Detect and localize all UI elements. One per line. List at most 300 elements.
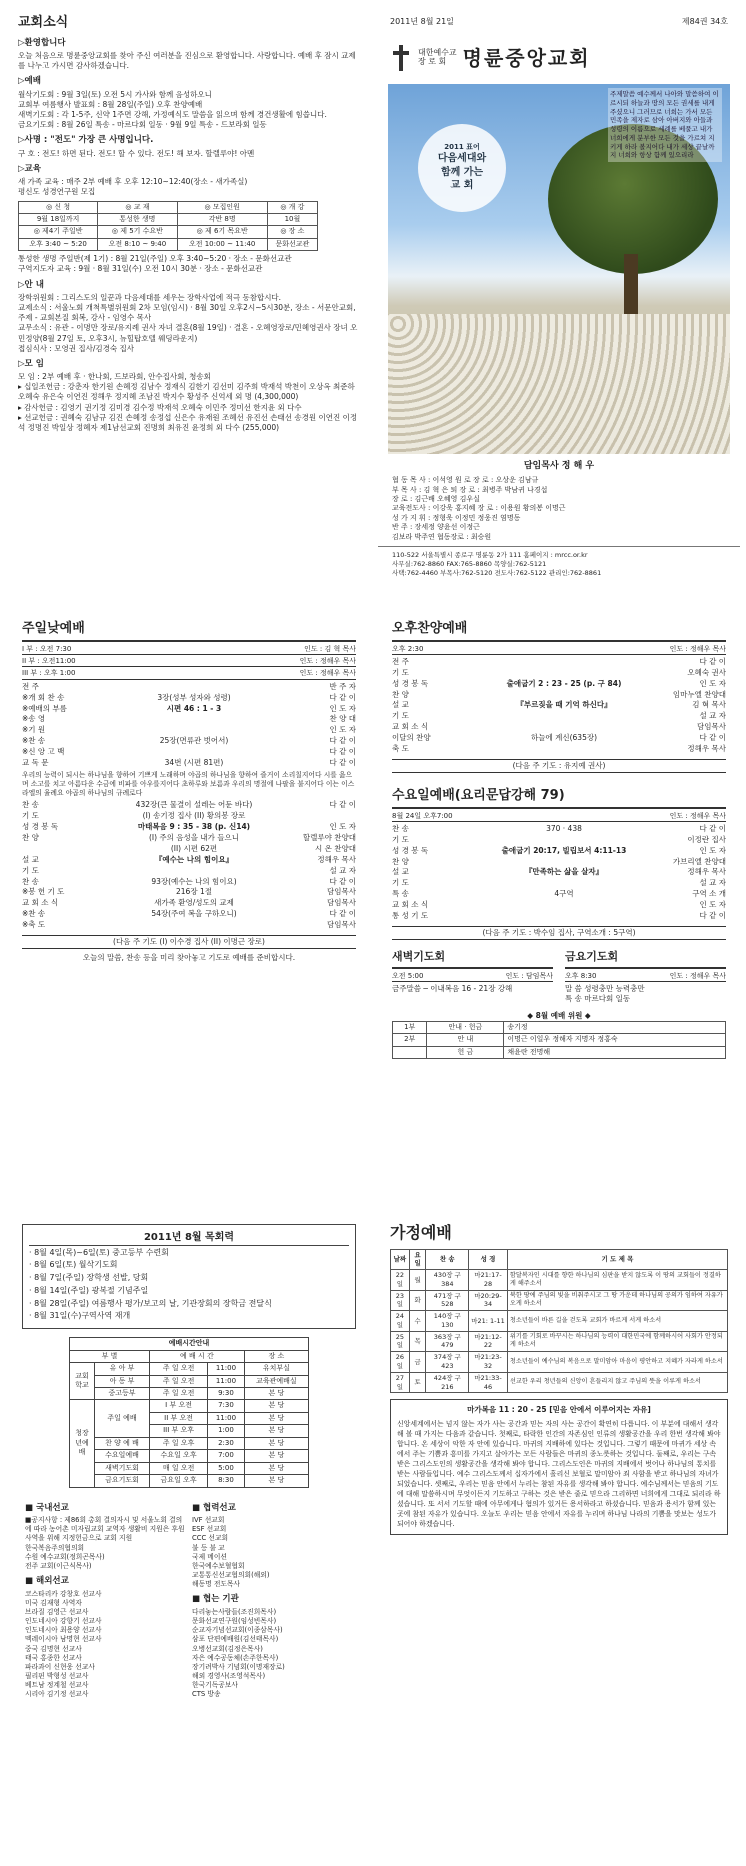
order-item: ※신 앙 고 백 (22, 747, 65, 757)
order-person: 담임목사 (327, 920, 356, 929)
order-of-worship-2 (22, 800, 356, 931)
essay-heading: 마가복음 11 : 20 - 25 [믿음 안에서 이루어지는 자유] (467, 1405, 651, 1415)
table-cell: 24일 (391, 1311, 410, 1332)
service-time: 8월 24일 오후7:00 (392, 811, 453, 820)
news-title: 교회소식 (18, 15, 69, 30)
mission-item: IVF 선교회 (192, 1516, 225, 1524)
table-cell: 27일 (391, 1372, 410, 1393)
order-person: 정해우 목사 (317, 854, 356, 864)
order-of-worship (22, 682, 356, 769)
education-line: 평신도 성경연구원 모집 (18, 187, 96, 197)
order-person: 정해우 목사 (687, 743, 726, 753)
table-cell: 11:00 (208, 1363, 245, 1375)
order-detail: 출애굽기 2 : 23 - 25 (p. 구 84) (506, 678, 622, 688)
family-worship-panel (378, 1210, 740, 1860)
table-cell: 주 일 오전 (150, 1363, 208, 1375)
education-heading: ▷교육 (18, 163, 41, 174)
table-cell: 본 당 (244, 1475, 308, 1487)
afternoon-service-panel (378, 606, 740, 1196)
order-person: 다 같 이 (329, 692, 356, 702)
order-row (392, 700, 726, 711)
table-row (70, 1375, 309, 1387)
table-row (70, 1462, 309, 1474)
order-item: 성 경 봉 독 (22, 822, 59, 832)
service-time-row (392, 972, 553, 982)
order-item: 축 도 (392, 743, 409, 753)
order-item: 기 도 (22, 865, 39, 875)
service-time-row (392, 645, 726, 655)
service-leader: 인도 : 정해우 목사 (669, 971, 726, 980)
table-cell: 안 내 (427, 1034, 504, 1046)
table-cell: 통성한 생명 (98, 213, 177, 225)
order-row (22, 758, 356, 769)
order-row (392, 668, 726, 679)
table-cell: ◎ 모집인원 (177, 201, 267, 213)
column-header: 장 소 (244, 1350, 308, 1362)
order-item: ※축 도 (22, 920, 46, 929)
devotional-essay (390, 1399, 728, 1535)
order-item: 찬 양 (392, 856, 409, 866)
calendar-title: 2011년 8월 목회력 (29, 1231, 349, 1246)
order-person: 담임목사 (697, 722, 726, 732)
order-person: 할렐루야 찬양대 (302, 833, 356, 842)
column-header: 부 별 (70, 1350, 150, 1362)
table-cell: 430장 구 384 (426, 1270, 469, 1291)
order-detail (86, 866, 302, 877)
column-header: 찬 송 (426, 1249, 469, 1270)
offering-line: ▸ 십일조헌금 : 강춘자 한기원 손혜정 김남수 정재식 김한기 김선미 김주희 박재석 박천이 오상옥 최준하 오혜숙 유은숙 이연진 정해우 정지혜 조남진 박지수 황성주 신억세 외 명 (4,300,000) (18, 382, 355, 402)
sermon-title: 『부르짖을 때 기억 하신다』 (516, 700, 612, 710)
order-item (22, 844, 86, 855)
foreign-mission-heading: ■ 해외선교 (25, 1576, 69, 1587)
responsive-reading: 우리의 능력이 되시는 하나님을 향하여 기쁘게 노래하며 야곱의 하나님을 향하여 즐거이 소리칠지어다 시를 읊으며 소고를 치고 아름다운 수금에 비파를 아우를지어다 초하루와 보름과 우리의 명절에 나팔을 불지어다 이는 이스라엘의 율례요 야곱의 하나님의 규례로다 (22, 770, 355, 798)
order-row (22, 855, 356, 866)
table-row (391, 1311, 728, 1332)
friday-prayer-line: 말 씀 성령충만 능력충만 (565, 984, 645, 994)
order-item: 찬 송 (392, 823, 409, 833)
order-detail (456, 835, 672, 846)
table-cell: 오후 3:40 ~ 5:20 (19, 238, 98, 250)
column-header: 날짜 (391, 1249, 410, 1270)
table-cell: 25일 (391, 1331, 410, 1352)
notice-line: 접심식사 : 모영권 집사/김경숙 집사 (18, 343, 135, 353)
denomination (418, 49, 457, 67)
mission-item: 문화선교연구원(임성빈목사) (192, 1617, 277, 1626)
order-row (22, 898, 356, 909)
table-cell: 9월 18일까지 (19, 213, 98, 225)
order-row (392, 911, 726, 922)
service-time: II 부 : 오전11:00 (22, 656, 76, 665)
order-detail: (II) 시편 62편 (170, 843, 218, 853)
order-item: 성 경 봉 독 (392, 678, 429, 688)
denomination-line: 대한예수교 (418, 48, 457, 58)
order-detail: 34번 (시편 81편) (164, 757, 224, 767)
notice-line: 교무소식 : 유관 - 이명만 장로/유지례 권사 자녀 결혼(8월 19일) · 결혼 - 오혜영장로/민혜영권사 장녀 오민정양(8월 27일 토, 오후3시, 뉴힐탑호텔 웨딩라운지) (18, 323, 358, 343)
order-row (22, 682, 356, 693)
table-cell: I 부 오전 (150, 1400, 208, 1412)
senior-pastor: 담임목사 정 해 우 (523, 461, 595, 471)
denomination-line: 장 로 회 (418, 57, 447, 66)
motto-line: 함께 가는 (440, 166, 484, 178)
order-row (22, 822, 356, 833)
mission-item: 해동명 전도목사 (192, 1580, 241, 1589)
church-news-panel (8, 6, 370, 596)
table-cell: 1:00 (208, 1425, 245, 1437)
table-row (70, 1437, 309, 1449)
prayer-meetings (392, 950, 726, 1005)
service-time-row (22, 657, 356, 667)
order-detail (86, 747, 302, 758)
dawn-prayer-text: 금주말씀 ─ 이내복음 16 - 21장 강해 (392, 984, 513, 994)
mission-item: 파라과이 신현웅 선교사 (25, 1662, 95, 1671)
table-cell: 마21:33-46 (469, 1372, 508, 1393)
order-row (392, 835, 726, 846)
order-item: 기 도 (392, 711, 409, 721)
order-row (22, 844, 356, 855)
bulletin-date: 2011년 8월 21일 (390, 16, 454, 26)
table-cell: 7:30 (208, 1400, 245, 1412)
tree-trunk (624, 254, 638, 314)
duty-table (392, 1021, 726, 1059)
mission-item: 필리핀 박형성 선교사 (25, 1672, 89, 1681)
table-cell: 문화선교관 (267, 238, 317, 250)
notice-heading: ▷안 내 (18, 279, 44, 290)
order-row (392, 679, 726, 690)
table-cell: 본 당 (244, 1412, 308, 1424)
order-item: 기 도 (392, 878, 409, 888)
order-row (22, 909, 356, 920)
order-item: 이달의 찬양 (392, 733, 431, 743)
order-detail (456, 878, 672, 889)
order-item: 성 경 봉 독 (392, 845, 429, 855)
next-week-prayer: (다음 주 기도 : 유지예 권사) (392, 759, 726, 773)
table-row (70, 1450, 309, 1462)
table-cell: 본 당 (244, 1437, 308, 1449)
table-cell: 주 일 오전 (150, 1388, 208, 1400)
table-cell (393, 1046, 427, 1058)
staff-list (378, 460, 740, 542)
order-person: 다 같 이 (699, 823, 726, 833)
order-detail (456, 722, 672, 733)
order-row (392, 657, 726, 668)
order-item: 기 도 (392, 667, 409, 677)
bulletin-cover (378, 6, 740, 596)
table-cell: 금요기도회 (95, 1475, 150, 1487)
table-cell: 청소년들이 예수님의 복음으로 말미암아 마음이 평안하고 지혜가 자라게 하소서 (507, 1352, 727, 1373)
table-cell: 화 (409, 1290, 426, 1311)
table-cell: 교회학교 (70, 1363, 95, 1400)
order-detail: 216장 1절 (176, 887, 212, 897)
service-times-table (69, 1337, 309, 1487)
order-item: ※기 원 (22, 725, 46, 735)
motto-line: 다음세대와 (437, 153, 487, 165)
table-cell: 위기를 기회로 바꾸시는 하나님의 능력이 대한민국에 함께하시어 사회가 안정되게 하소서 (507, 1331, 727, 1352)
order-item: ※봉 헌 기 도 (22, 887, 65, 897)
order-detail: (I) 주의 음성을 내가 들으니 (148, 833, 240, 842)
motto-emblem (418, 124, 506, 212)
order-item: 교 독 문 (22, 757, 49, 767)
mission-item: 해외 경영사(조영석목사) (192, 1672, 266, 1681)
order-item: 교 회 소 식 (392, 722, 429, 732)
order-detail: 3장(성부 성자와 성령) (157, 692, 231, 702)
family-worship-title: 가정예배 (390, 1223, 452, 1242)
preparation-note: 오늘의 말씀, 찬송 등을 미리 찾아놓고 기도로 예배를 준비합시다. (82, 953, 296, 962)
order-row (392, 733, 726, 744)
service-time: 오후 8:30 (565, 971, 597, 980)
staff-line: 반 주 : 장세정 양윤선 이정근 (392, 523, 480, 532)
worship-line: 교회부 여름행사 발표회 : 8월 28일(주일) 오후 찬양예배 (18, 99, 203, 109)
order-row (22, 693, 356, 704)
order-item: 교 회 소 식 (392, 900, 429, 910)
pastoral-calendar (22, 1224, 356, 1329)
worship-line: 월삭기도회 : 9월 3일(토) 오전 5시 가사와 함께 음성하오니 (18, 89, 212, 99)
welcome-heading: ▷환영합니다 (18, 37, 66, 48)
notice-line: 장학위원회 : 그리스도의 일꾼과 다음세대를 세우는 장학사업에 적극 동참합시다. (18, 293, 282, 303)
table-cell: ◎ 제4기 주일반 (19, 226, 98, 238)
dawn-prayer-block (392, 950, 553, 1005)
table-cell: ◎ 제 5기 수요반 (98, 226, 177, 238)
order-row (22, 833, 356, 844)
calendar-item: · 8월 4일(목)~6일(토) 중고등부 수련회 (29, 1247, 169, 1257)
table-cell: 23일 (391, 1290, 410, 1311)
order-item: 기 도 (392, 834, 409, 844)
order-person: 구역 소 개 (692, 889, 726, 899)
bulletin-issue: 제84권 34호 (681, 16, 728, 26)
order-row (392, 867, 726, 878)
order-row (22, 736, 356, 747)
table-cell: 424장 구 216 (426, 1372, 469, 1393)
wednesday-service-title: 수요일예배(요리문답강해 79) (392, 787, 726, 809)
order-row (392, 900, 726, 911)
table-cell: 본 당 (244, 1425, 308, 1437)
cooperative-mission (189, 1498, 356, 1700)
order-detail (456, 744, 672, 755)
order-person: 다 같 이 (699, 656, 726, 666)
order-row (22, 747, 356, 758)
table-cell: ◎ 개 강 (267, 201, 317, 213)
order-detail: 93장(예수는 나의 힘이요) (151, 876, 237, 886)
order-row (392, 846, 726, 857)
column-header: 요일 (409, 1249, 426, 1270)
table-cell: 청장년예배 (70, 1400, 95, 1487)
church-address (378, 546, 740, 581)
mission-item: 자은 예수공동체(손주한목사) (192, 1653, 279, 1662)
order-row (22, 800, 356, 811)
table-cell: 목 (409, 1331, 426, 1352)
table-cell: 7:00 (208, 1450, 245, 1462)
table-cell: 본 당 (244, 1462, 308, 1474)
table-cell: 헌 금 (427, 1046, 504, 1058)
order-detail (86, 725, 302, 736)
order-person (302, 811, 356, 822)
service-time: I 부 : 오전 7:30 (22, 644, 72, 653)
table-cell: 찬 양 예 배 (95, 1437, 150, 1449)
mission-item: 교통통신선교협의회(해외) (192, 1571, 270, 1580)
worship-line: 새벽기도회 : 각 1-5주, 신약 1주면 강해, 가정예식도 말씀을 읽으며 함께 경건생활에 힘씁니다. (18, 109, 327, 119)
next-week-prayer: (다음 주 기도 : 박수임 집사, 구역소개 : 5구역) (392, 926, 726, 940)
table-cell: 본 당 (244, 1450, 308, 1462)
table-cell: 363장 구 479 (426, 1331, 469, 1352)
staff-line: 부 목 사 : 김 혁 은 퇴 장 로 : 최병주 박남귀 나경섭 (392, 485, 548, 494)
order-detail: 25장(면류관 벗어서) (159, 736, 229, 746)
table-cell: 매 일 오전 (150, 1462, 208, 1474)
order-person: 설 교 자 (699, 878, 726, 888)
table-cell: 22일 (391, 1270, 410, 1291)
order-item: ※송 영 (22, 714, 46, 724)
table-cell: 471장 구 528 (426, 1290, 469, 1311)
order-row (392, 690, 726, 701)
order-item: 찬 송 (22, 800, 39, 810)
service-time-row (392, 812, 726, 822)
order-item: ※개 회 찬 송 (22, 692, 65, 702)
order-detail (86, 920, 302, 931)
bible-study-table (18, 201, 318, 252)
order-row (22, 811, 356, 822)
sheep-flock-image (388, 314, 730, 454)
order-person: 임마누엘 찬양대 (672, 689, 726, 699)
table-cell: ◎ 제 6기 목요반 (177, 226, 267, 238)
motto-year: 2011 표어 (444, 143, 480, 152)
order-item: 통 성 기 도 (392, 910, 429, 920)
sermon-title: 『예수는 나의 힘이요』 (154, 854, 234, 864)
order-row (22, 920, 356, 931)
table-cell: III 부 오후 (150, 1425, 208, 1437)
order-detail (456, 657, 672, 668)
table-cell: 오전 8:10 ~ 9:40 (98, 238, 177, 250)
order-row (392, 857, 726, 868)
table-cell: 8:30 (208, 1475, 245, 1487)
table-cell: II 부 오전 (150, 1412, 208, 1424)
order-person: 다 같 이 (699, 733, 726, 743)
service-time-row (565, 972, 726, 982)
worship-heading: ▷예배 (18, 76, 41, 87)
offering-line: ▸ 감사헌금 : 김영기 권기정 김미경 김수정 박재석 오혜숙 이민주 정미선 한지윤 외 다수 (18, 402, 302, 412)
order-detail: (I) 송기정 집사 (II) 황의봉 장로 (142, 811, 246, 821)
table-cell: 마21:17-28 (469, 1270, 508, 1291)
domestic-mission (22, 1498, 189, 1700)
table-cell: 함달복자인 시대를 향한 하나님의 심판을 받지 않도록 이 땅의 교회들이 정결하게 해주소서 (507, 1270, 727, 1291)
mission-item: 삼포 단편예배원(김선태목사) (192, 1635, 279, 1644)
order-item: 교 회 소 식 (22, 898, 59, 908)
order-row (22, 725, 356, 736)
table-title: 예배시간안내 (70, 1338, 309, 1350)
order-row (22, 704, 356, 715)
table-cell: 송기정 (504, 1021, 726, 1033)
order-detail: 마태복음 9 : 35 - 38 (p. 신14) (137, 822, 251, 832)
column-header: 성 경 (469, 1249, 508, 1270)
order-person: 설 교 자 (699, 711, 726, 721)
sunday-service-title: 주일낮예배 (22, 620, 356, 642)
table-cell: 선교한 우리 청년들의 신앙이 흔들리지 않고 주님의 뜻을 이루게 하소서 (507, 1372, 727, 1393)
worship-line: 금요기도회 : 8월 26일 특송 - 마르다회 일동 · 9월 9일 특송 - 드보라회 일동 (18, 120, 267, 130)
mission-item: 브라질 김영근 선교사 (25, 1607, 89, 1616)
order-detail: 새가족 환영/성도의 교제 (154, 898, 234, 908)
order-detail (456, 857, 672, 868)
mission-item: 시리아 김기정 선교사 (25, 1690, 89, 1699)
duty-heading: ◆ 8월 예배 위원 ◆ (527, 1010, 591, 1020)
order-item: ※예배의 부름 (22, 703, 67, 713)
friday-prayer-line: 특 송 마르다회 일동 (565, 994, 631, 1004)
order-person: 담임목사 (327, 887, 356, 897)
order-person: 다 같 이 (699, 910, 726, 920)
table-cell: 마21:12-22 (469, 1331, 508, 1352)
table-cell: 금요일 오후 (150, 1475, 208, 1487)
mission-item: 미국 김재형 사역자 (25, 1598, 82, 1607)
staff-line: 협 동 목 사 : 이석영 원 로 장 로 : 오상운 김남규 (392, 476, 539, 485)
order-detail (456, 900, 672, 911)
order-person: 다 같 이 (329, 800, 356, 810)
table-row (70, 1400, 309, 1412)
table-cell: 북한 땅에 주님의 빛을 비춰주시고 그 땅 가운데 하나님의 공의가 임하여 자유가 오게 하소서 (507, 1290, 727, 1311)
domestic-mission-heading: ■ 국내선교 (25, 1502, 69, 1513)
theme-verse: 주제말씀 예수께서 나아와 말씀하여 이르시되 하늘과 땅의 모든 권세를 내게 주셨으니 그러므로 너희는 가서 모든 민족을 제자로 삼아 아버지와 아들과 성령의 이름으로 세례를 베풀고 내가 너희에게 분부한 모든 것을 가르쳐 지키게 하라 볼지어다 내가 세상 끝날까지 너희와 항상 함께 있으리라 (608, 88, 722, 162)
mission-item: 한국예수보혈협회 (192, 1561, 245, 1570)
order-person: 다 같 이 (329, 909, 356, 919)
mission-item: 불 등 불 교 (192, 1543, 225, 1552)
order-row (22, 714, 356, 725)
mission-item: 중국 김명현 선교사 (25, 1644, 82, 1653)
service-leader: 인도 : 정해우 목사 (299, 656, 356, 665)
family-worship-table (390, 1249, 728, 1394)
table-cell: ◎ 신 청 (19, 201, 98, 213)
order-row (392, 878, 726, 889)
order-person: 인 도 자 (329, 725, 356, 735)
service-leader: 인도 : 김 혁 목사 (304, 644, 356, 653)
order-person: 반 주 자 (329, 681, 356, 691)
mission-heading: ▷사명 : "전도" 가장 큰 사명입니다. (18, 135, 154, 146)
service-time: 오후 2:30 (392, 644, 424, 653)
order-person: 인 도 자 (329, 822, 356, 832)
table-cell: 청소년들이 바른 길을 걷도록 교회가 바르게 서게 하소서 (507, 1311, 727, 1332)
mission-slogan: 구 호 : 전도! 하면 된다. 전도! 할 수 있다. 전도! 해 보자. 할렐루야! 아멘 (18, 148, 255, 158)
table-cell: 교육관예배실 (244, 1375, 308, 1387)
order-item: ※찬 송 (22, 736, 46, 746)
service-leader: 인도 : 정해우 목사 (669, 644, 726, 653)
phone-line: 사택:762-4460 부목사:762-5120 전도사:762-5122 관리인:762-8861 (392, 568, 602, 577)
mission-item: 오병선교회(김정은목사) (192, 1644, 263, 1653)
table-cell: 중고등부 (95, 1388, 150, 1400)
mission-item: 한국복음주의협의회 (25, 1543, 85, 1552)
order-person: 다 같 이 (329, 736, 356, 746)
mission-item: 태국 홍종한 선교사 (25, 1653, 82, 1662)
mission-item: CTS 방송 (192, 1690, 221, 1699)
table-row (70, 1363, 309, 1375)
friday-prayer-title: 금요기도회 (565, 950, 726, 969)
order-item: 특 송 (392, 889, 409, 899)
order-detail (456, 711, 672, 722)
church-title (378, 38, 740, 78)
table-cell: 10월 (267, 213, 317, 225)
calendar-item: · 8월 28일(주일) 여름행사 평가/보고의 날, 기관장회의 장학금 전달식 (29, 1298, 272, 1308)
education-line: 통성한 생명 주일반(제 1기) : 8월 21일(주일) 오후 3:40~5:20 · 장소 - 문화선교관 (18, 254, 292, 264)
mission-item: 멕레이시아 남명현 선교사 (25, 1635, 102, 1644)
mission-item: 전주 교회(이근식목사) (25, 1561, 92, 1570)
mission-item: 장기려박사 기념회(이명재장로) (192, 1662, 285, 1671)
order-person: 정해우 목사 (687, 867, 726, 877)
mission-item: 다리놓는사람들(조진희목사) (192, 1607, 277, 1616)
order-row (392, 722, 726, 733)
staff-line: 김보라 박주연 협동장로 : 최승원 (392, 532, 492, 541)
mission-item: ESF 선교회 (192, 1525, 227, 1534)
sunday-service-panel (8, 606, 370, 1196)
order-person: 다 같 이 (329, 876, 356, 886)
order-item: 설 교 (392, 700, 409, 710)
table-cell: 아 동 부 (95, 1375, 150, 1387)
calendar-item: · 8월 31일(수)구역사역 재개 (29, 1311, 131, 1321)
mission-item: 베트남 정계철 선교사 (25, 1681, 89, 1690)
table-cell: 374장 구 423 (426, 1352, 469, 1373)
calendar-item: · 8월 7일(주일) 장학생 선발, 당회 (29, 1273, 149, 1283)
